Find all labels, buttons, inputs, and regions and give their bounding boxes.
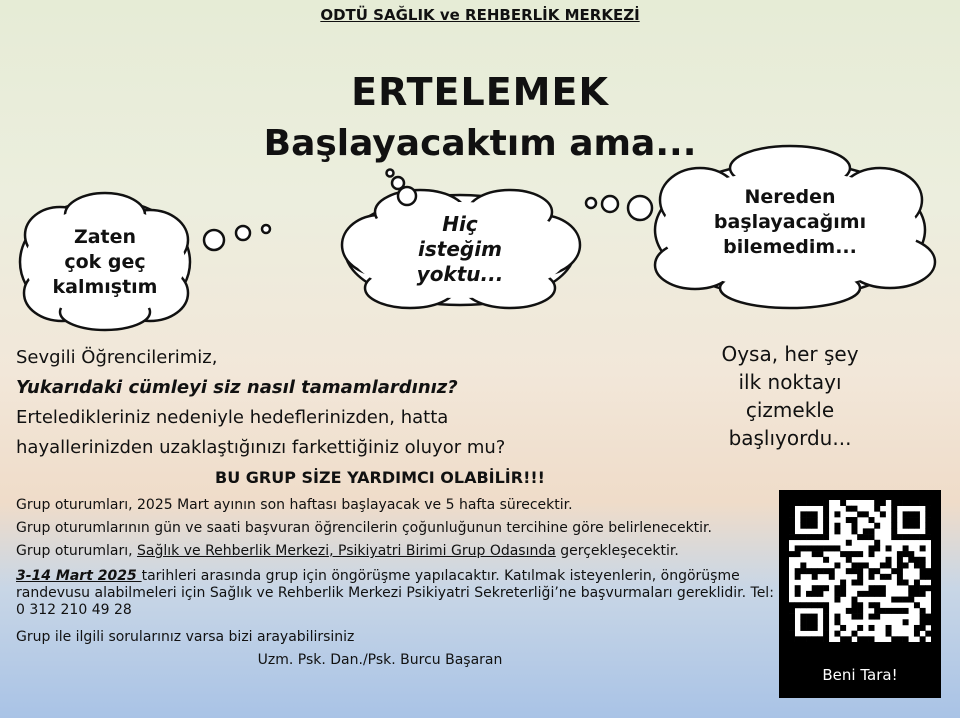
page-subtitle: Başlayacaktım ama... bbox=[263, 123, 697, 164]
qr-code-icon[interactable] bbox=[789, 500, 931, 642]
page-title: ERTELEMEK bbox=[351, 70, 609, 114]
cloud-3-text: Nereden başlayacağımı bilemedim... bbox=[713, 186, 867, 258]
interview-dates: 3-14 Mart 2025 bbox=[16, 568, 142, 584]
info-line-4: 3-14 Mart 2025 tarihleri arasında grup için öngörüşme yapılacaktır. Katılmak isteyenlerin, öngörüşme randevusu alabilmeleri için Sağlık ve Rehberlik Merkezi Psikiyatri Sekreterliği’ne başvurmaları gereklidir. Tel: 0 312 210 49 28 bbox=[16, 568, 774, 618]
info-line-3: Grup oturumları, Sağlık ve Rehberlik Merkezi, Psikiyatri Birimi Grup Odasında gerçekleşecektir. bbox=[16, 543, 679, 559]
cloud-1-text: Zaten çok geç kalmıştım bbox=[52, 226, 158, 298]
info-line-1: Grup oturumları, 2025 Mart ayının son haftası başlayacak ve 5 hafta sürecektir. bbox=[16, 497, 573, 513]
body-line-2: hayallerinizden uzaklaştığınızı farkettiğiniz oluyor mu? bbox=[16, 437, 506, 458]
question: Yukarıdaki cümleyi siz nasıl tamamlardınız? bbox=[16, 377, 458, 398]
info-line-5: Grup ile ilgili sorularınız varsa bizi arayabilirsiniz bbox=[16, 629, 355, 645]
body-line-1: Erteledikleriniz nedeniyle hedeflerinizden, hatta bbox=[16, 407, 449, 428]
qr-code-card[interactable] bbox=[779, 490, 941, 698]
signature: Uzm. Psk. Dan./Psk. Burcu Başaran bbox=[257, 652, 503, 668]
org-title: ODTÜ SAĞLIK ve REHBERLİK MERKEZİ bbox=[320, 6, 640, 24]
oysa-text: Oysa, her şey ilk noktayı çizmekle başlıyordu... bbox=[721, 342, 859, 450]
qr-label: Beni Tara! bbox=[822, 666, 898, 684]
info-line-2: Grup oturumlarının gün ve saati başvuran öğrencilerin çoğunluğunun tercihine göre belirlenecektir. bbox=[16, 520, 712, 536]
location-text: Sağlık ve Rehberlik Merkezi, Psikiyatri Birimi Grup Odasında bbox=[137, 543, 556, 559]
greeting: Sevgili Öğrencilerimiz, bbox=[16, 347, 218, 368]
cloud-2-text: Hiç isteğim yoktu... bbox=[416, 212, 504, 286]
help-headline: BU GRUP SİZE YARDIMCI OLABİLİR!!! bbox=[215, 468, 545, 487]
